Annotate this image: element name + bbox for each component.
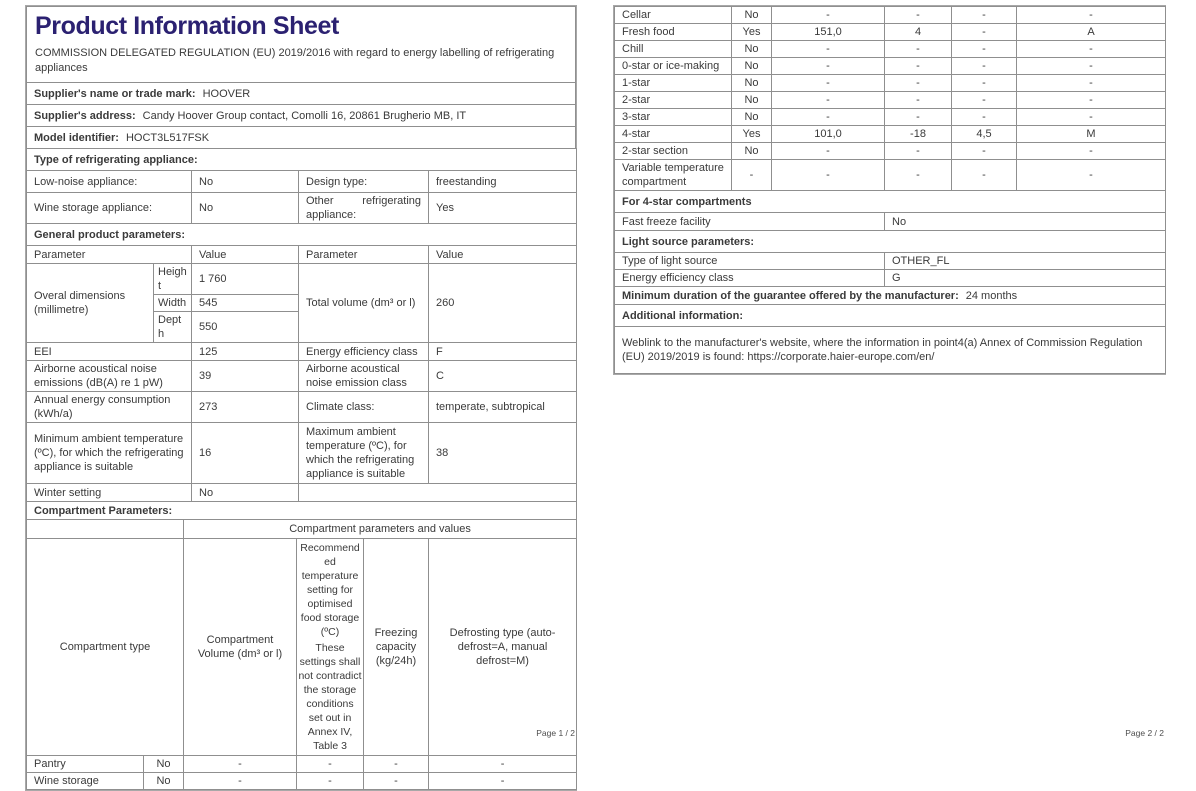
table-row <box>615 160 1166 191</box>
table-row <box>27 193 577 224</box>
cell-temp: - <box>885 41 952 58</box>
table-row <box>615 92 1166 109</box>
cell-temp: - <box>885 109 952 126</box>
guarantee-label: Minimum duration of the guarantee offered by the manufacturer: <box>622 289 959 302</box>
cell-present: Yes <box>732 126 772 143</box>
span-header: Compartment parameters and values <box>184 520 577 539</box>
cell-volume: - <box>772 109 885 126</box>
model-identifier-row <box>27 127 576 149</box>
param-value: 273 <box>192 392 299 423</box>
dimension-value: 545 <box>192 295 299 312</box>
supplier-address-label: Supplier's address: <box>34 109 136 122</box>
cell-type: Chill <box>615 41 732 58</box>
param-label: EEI <box>27 343 192 361</box>
column-header-temperature <box>297 539 364 756</box>
param-label: Airborne acoustical noise emissions (dB(A) re 1 pW) <box>27 361 192 392</box>
dimension-key: Height <box>154 264 192 295</box>
manufacturer-weblink[interactable]: https://corporate.haier-europe.com/en/ <box>747 351 935 363</box>
guarantee-value: 24 months <box>965 289 1018 302</box>
dimension-value: 1 760 <box>192 264 299 295</box>
cell-defrost: - <box>429 756 577 773</box>
model-identifier-label: Model identifier: <box>34 131 119 144</box>
column-header-volume: Compartment Volume (dm³ or l) <box>184 539 297 756</box>
column-header-row <box>27 246 577 264</box>
cell-present: - <box>732 160 772 191</box>
cell-present: No <box>732 58 772 75</box>
general-parameters-table <box>26 223 577 502</box>
compartment-rows-page2 <box>615 7 1166 191</box>
section-header-additional: Additional information: <box>615 305 1166 327</box>
supplier-name-row <box>27 83 576 105</box>
cell-temp: - <box>885 7 952 24</box>
cell-freezing: - <box>952 75 1017 92</box>
cell-volume: - <box>772 160 885 191</box>
span-header-row <box>27 520 577 539</box>
cell-defrost: A <box>1017 24 1166 41</box>
param-value: F <box>429 343 577 361</box>
cell-freezing: - <box>364 773 429 790</box>
param-label: Fast freeze facility <box>615 213 885 231</box>
cell-present: No <box>732 7 772 24</box>
weblink-label: Weblink to the manufacturer's website, where the information in point4(a) Annex of Commission Regulation (EU) 2019/2019 is found: <box>622 337 1143 363</box>
cell-freezing: 4,5 <box>952 126 1017 143</box>
cell-temp: - <box>885 75 952 92</box>
page-2 <box>613 5 1166 375</box>
column-header-defrosting: Defrosting type (auto-defrost=A, manual defrost=M) <box>429 539 577 756</box>
table-row <box>615 126 1166 143</box>
table-row <box>27 484 577 502</box>
table-row <box>27 392 577 423</box>
param-label: Airborne acoustical noise emission class <box>299 361 429 392</box>
param-label: Maximum ambient temperature (ºC), for which the refrigerating appliance is suitable <box>299 423 429 484</box>
cell-freezing: - <box>952 143 1017 160</box>
cell-defrost: - <box>1017 160 1166 191</box>
column-header: Parameter <box>299 246 429 264</box>
cell-defrost: - <box>1017 7 1166 24</box>
cell-freezing: - <box>952 58 1017 75</box>
table-row <box>615 75 1166 92</box>
cell-freezing: - <box>952 41 1017 58</box>
cell-freezing: - <box>952 7 1017 24</box>
cell-type: 0-star or ice-making <box>615 58 732 75</box>
param-value: 16 <box>192 423 299 484</box>
table-row <box>615 7 1166 24</box>
cell-present: No <box>732 109 772 126</box>
empty-cell <box>27 520 184 539</box>
cell-defrost: - <box>1017 41 1166 58</box>
cell-present: No <box>732 41 772 58</box>
cell-type: Cellar <box>615 7 732 24</box>
cell-temp: - <box>885 160 952 191</box>
supplier-address-row <box>27 105 576 127</box>
table-row <box>615 143 1166 160</box>
cell-volume: - <box>772 58 885 75</box>
param-value: No <box>192 484 299 502</box>
cell-volume: - <box>772 75 885 92</box>
table-row <box>27 264 577 295</box>
dimension-value: 550 <box>192 312 299 343</box>
table-row <box>27 773 577 790</box>
cell-present: Yes <box>732 24 772 41</box>
empty-cell <box>299 484 577 502</box>
cell-temp: - <box>297 773 364 790</box>
cell-type: Wine storage <box>27 773 144 790</box>
column-header-freezing: Freezing capacity (kg/24h) <box>364 539 429 756</box>
cell-volume: - <box>772 7 885 24</box>
cell-volume: 101,0 <box>772 126 885 143</box>
param-value: 38 <box>429 423 577 484</box>
table-row <box>615 253 1166 270</box>
cell-freezing: - <box>952 92 1017 109</box>
cell-defrost: M <box>1017 126 1166 143</box>
table-row <box>615 270 1166 287</box>
cell-volume: - <box>184 773 297 790</box>
param-label: Annual energy consumption (kWh/a) <box>27 392 192 423</box>
page-number-2: Page 2 / 2 <box>1125 728 1164 738</box>
param-value: C <box>429 361 577 392</box>
guarantee-cell <box>615 287 1166 305</box>
cell-volume: 151,0 <box>772 24 885 41</box>
param-value: temperate, subtropical <box>429 392 577 423</box>
temperature-header-text-1: Recommended temperature setting for optimised food storage (ºC) <box>300 542 360 638</box>
param-value: 39 <box>192 361 299 392</box>
cell-defrost: - <box>1017 109 1166 126</box>
param-value: 260 <box>429 264 577 343</box>
cell-volume: - <box>772 143 885 160</box>
table-row <box>615 109 1166 126</box>
cell-present: No <box>732 75 772 92</box>
dimension-key: Depth <box>154 312 192 343</box>
supplier-name-label: Supplier's name or trade mark: <box>34 87 196 100</box>
table-row <box>615 24 1166 41</box>
cell-freezing: - <box>952 160 1017 191</box>
param-value: No <box>192 171 299 193</box>
regulation-subtitle: COMMISSION DELEGATED REGULATION (EU) 2019/2016 with regard to energy labelling of refrigerating appliances <box>35 47 555 74</box>
param-label: Energy efficiency class <box>299 343 429 361</box>
param-label: Design type: <box>299 171 429 193</box>
cell-defrost: - <box>429 773 577 790</box>
cell-type: Variable temperature compartment <box>615 160 732 191</box>
cell-temp: - <box>885 143 952 160</box>
param-value: freestanding <box>429 171 577 193</box>
cell-type: 3-star <box>615 109 732 126</box>
cell-temp: 4 <box>885 24 952 41</box>
param-label: Minimum ambient temperature (ºC), for which the refrigerating appliance is suitable <box>27 423 192 484</box>
weblink-row <box>615 327 1166 374</box>
cell-type: 4-star <box>615 126 732 143</box>
cell-present: No <box>144 756 184 773</box>
section-header-compartments: Compartment Parameters: <box>27 502 577 520</box>
cell-present: No <box>144 773 184 790</box>
title-block <box>27 7 576 83</box>
model-identifier-value: HOCT3L517FSK <box>125 131 210 144</box>
cell-temp: -18 <box>885 126 952 143</box>
guarantee-row <box>615 287 1166 305</box>
param-label: Other refrigerating appliance: <box>299 193 429 224</box>
param-label: Climate class: <box>299 392 429 423</box>
cell-defrost: - <box>1017 92 1166 109</box>
param-label: Winter setting <box>27 484 192 502</box>
page-number-1: Page 1 / 2 <box>536 728 575 738</box>
column-header-type: Compartment type <box>27 539 184 756</box>
param-value: 125 <box>192 343 299 361</box>
compartment-header-row <box>27 539 577 756</box>
compartment-rows-page1 <box>27 756 577 790</box>
cell-type: 2-star section <box>615 143 732 160</box>
table-row <box>27 171 577 193</box>
section-header-general: General product parameters: <box>27 224 577 246</box>
param-value: Yes <box>429 193 577 224</box>
section-header-light: Light source parameters: <box>615 231 1166 253</box>
cell-defrost: - <box>1017 143 1166 160</box>
param-value: OTHER_FL <box>885 253 1166 270</box>
cell-freezing: - <box>952 24 1017 41</box>
table-row <box>615 41 1166 58</box>
cell-temp: - <box>297 756 364 773</box>
table-row <box>27 361 577 392</box>
header-table <box>26 6 576 149</box>
cell-present: No <box>732 143 772 160</box>
cell-defrost: - <box>1017 75 1166 92</box>
param-label: Energy efficiency class <box>615 270 885 287</box>
param-value: No <box>885 213 1166 231</box>
section-header-type: Type of refrigerating appliance: <box>27 149 577 171</box>
param-value: No <box>192 193 299 224</box>
cell-volume: - <box>772 41 885 58</box>
cell-volume: - <box>772 92 885 109</box>
param-label: Total volume (dm³ or l) <box>299 264 429 343</box>
cell-volume: - <box>184 756 297 773</box>
param-label: Type of light source <box>615 253 885 270</box>
appliance-type-table <box>26 148 577 224</box>
weblink-cell <box>615 327 1166 374</box>
cell-temp: - <box>885 58 952 75</box>
column-header: Value <box>429 246 577 264</box>
cell-freezing: - <box>952 109 1017 126</box>
table-row <box>615 213 1166 231</box>
temperature-header-text-2: These settings shall not contradict the storage conditions set out in Annex IV, Table 3 <box>298 642 362 752</box>
cell-type: Pantry <box>27 756 144 773</box>
column-header: Value <box>192 246 299 264</box>
page-1 <box>25 5 577 791</box>
page-title: Product Information Sheet <box>35 12 339 40</box>
cell-type: Fresh food <box>615 24 732 41</box>
column-header: Parameter <box>27 246 192 264</box>
param-value: G <box>885 270 1166 287</box>
cell-type: 2-star <box>615 92 732 109</box>
param-label: Low-noise appliance: <box>27 171 192 193</box>
cell-defrost: - <box>1017 58 1166 75</box>
cell-present: No <box>732 92 772 109</box>
compartment-table-page1 <box>26 501 577 790</box>
supplier-address-value: Candy Hoover Group contact, Comolli 16, 20861 Brugherio MB, IT <box>142 109 467 122</box>
dimensions-label: Overal dimensions (millimetre) <box>27 264 154 343</box>
table-row <box>27 756 577 773</box>
section-header-four-star: For 4-star compartments <box>615 191 1166 213</box>
dimension-key: Width <box>154 295 192 312</box>
table-row <box>27 423 577 484</box>
table-row <box>27 343 577 361</box>
cell-freezing: - <box>364 756 429 773</box>
param-label: Wine storage appliance: <box>27 193 192 224</box>
supplier-name-value: HOOVER <box>202 87 251 100</box>
cell-temp: - <box>885 92 952 109</box>
compartment-table-page2 <box>614 6 1166 374</box>
cell-type: 1-star <box>615 75 732 92</box>
table-row <box>615 58 1166 75</box>
